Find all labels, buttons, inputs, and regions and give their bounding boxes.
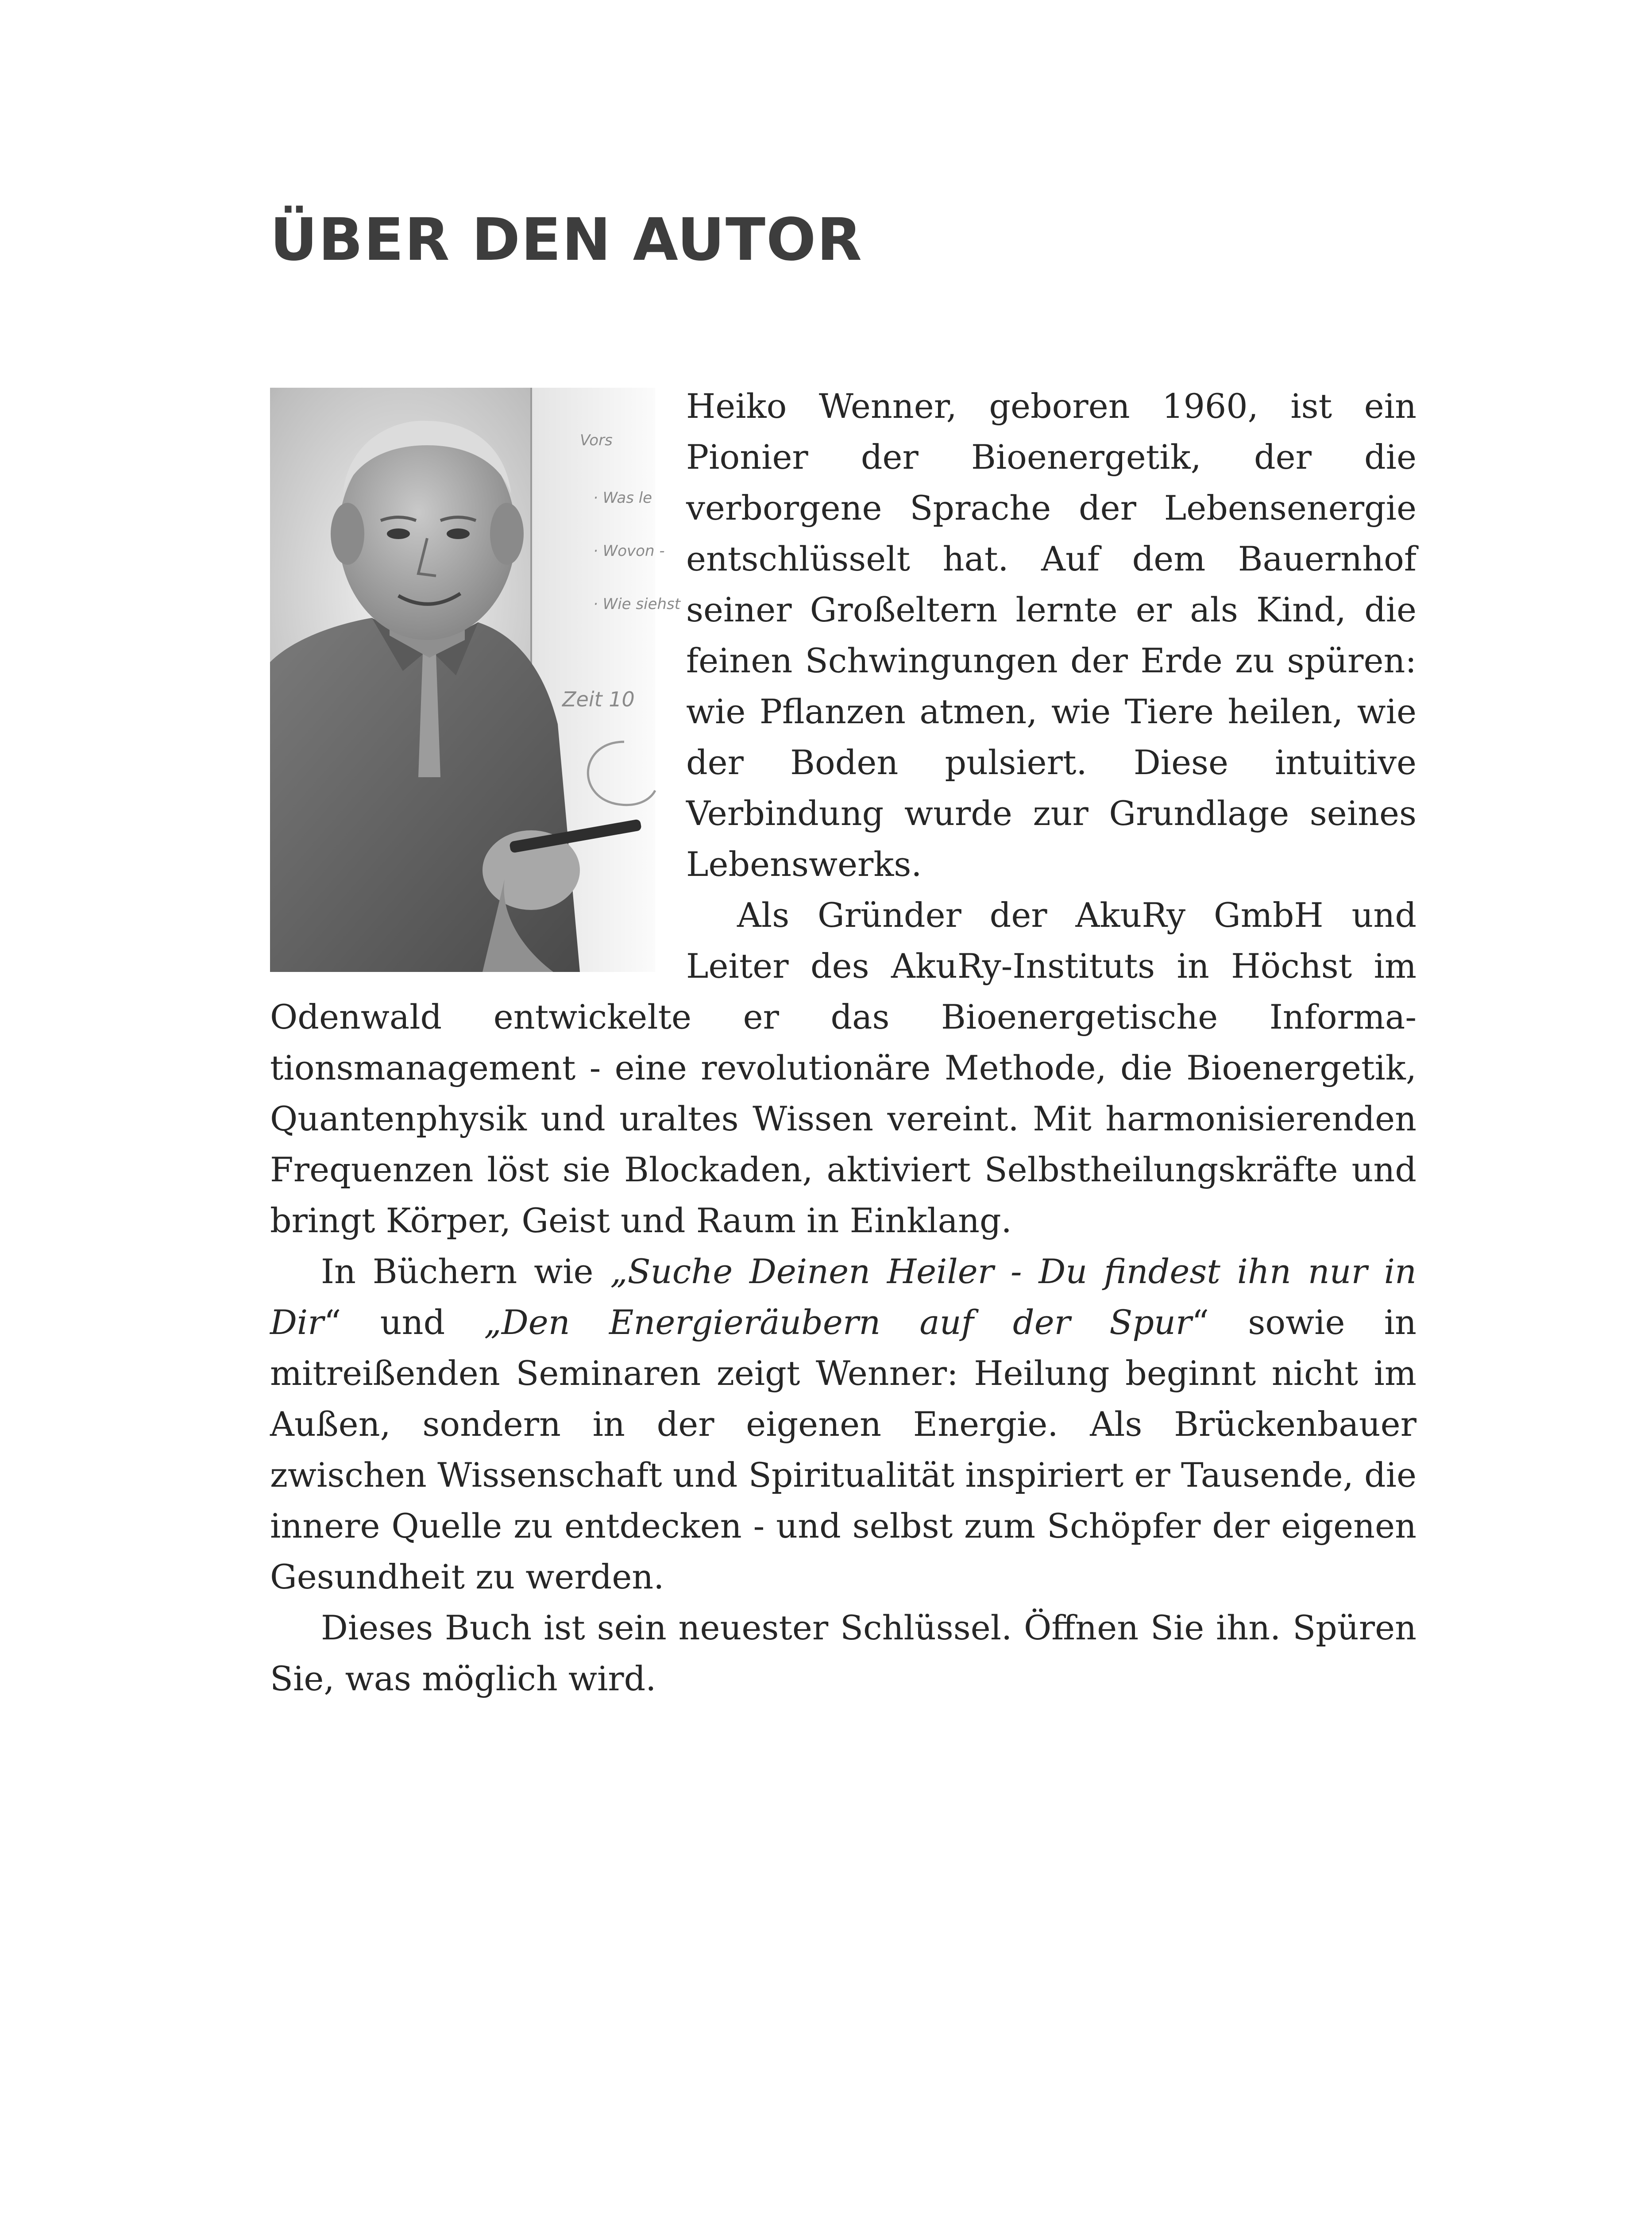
- whiteboard-line: · Wie siehst: [593, 595, 681, 613]
- book-title: „Suche Deinen Heiler - Du findest ihn nur in Dir: [270, 1252, 1417, 1342]
- biography-paragraph: Heiko Wenner, geboren 1960, ist ein Pionier der Bioenergetik, der die verborgene Sprache der Lebensenergie entschlüsselt hat. Auf dem Bauernhof seiner Großeltern lernte er als Kind, die feinen Schwingungen der Erde zu spüren: wie Pflanzen atmen, wie Tiere heilen, wie der Boden pulsiert. Diese intuitive Verbindung wurde zur Grundlage seines Lebenswerks.: [686, 386, 1417, 884]
- biography-paragraph: [270, 1246, 1417, 1602]
- page-title: ÜBER DEN AUTOR: [270, 206, 863, 274]
- author-portrait-photo: [270, 388, 681, 972]
- paragraph-text: “ sowie in mitreißenden Seminaren zeigt Wenner: Heilung beginnt nicht im Außen, sondern in der eigenen Energie. Als Brückenbauer zwischen Wissenschaft und Spiritualität inspiriert er Tausende, die innere Quelle zu entdecken - und selbst zum Schöpfer der eigenen Gesundheit zu werden.: [270, 1303, 1417, 1596]
- paragraph-text: In Büchern wie: [321, 1252, 610, 1291]
- whiteboard-line: · Was le: [593, 489, 652, 507]
- biography-paragraph: Als Gründer der AkuRy GmbH und Leiter des AkuRy-Instituts in Höchst im Odenwald entwickelte er das Bioenergetische Informationsmanagement - eine revolutionäre Methode, die Bioenergetik, Quantenphysik und uraltes Wissen vereint. Mit harmonisierenden Frequenzen löst sie Blockaden, aktiviert Selbstheilungskräfte und bringt Körper, Geist und Raum in Einklang.: [270, 895, 1417, 1240]
- biography-paragraph: Dieses Buch ist sein neuester Schlüssel. Öffnen Sie ihn. Spüren Sie, was möglich wird.: [270, 1608, 1417, 1698]
- author-biography: [270, 381, 1417, 1704]
- whiteboard-line: Zeit 10: [562, 687, 635, 711]
- book-title: „Den Energieräubern auf der Spur: [484, 1303, 1192, 1342]
- paragraph-text: “ und: [324, 1303, 484, 1342]
- whiteboard-line: · Wovon -: [593, 542, 665, 560]
- whiteboard-line: Vors: [580, 432, 613, 449]
